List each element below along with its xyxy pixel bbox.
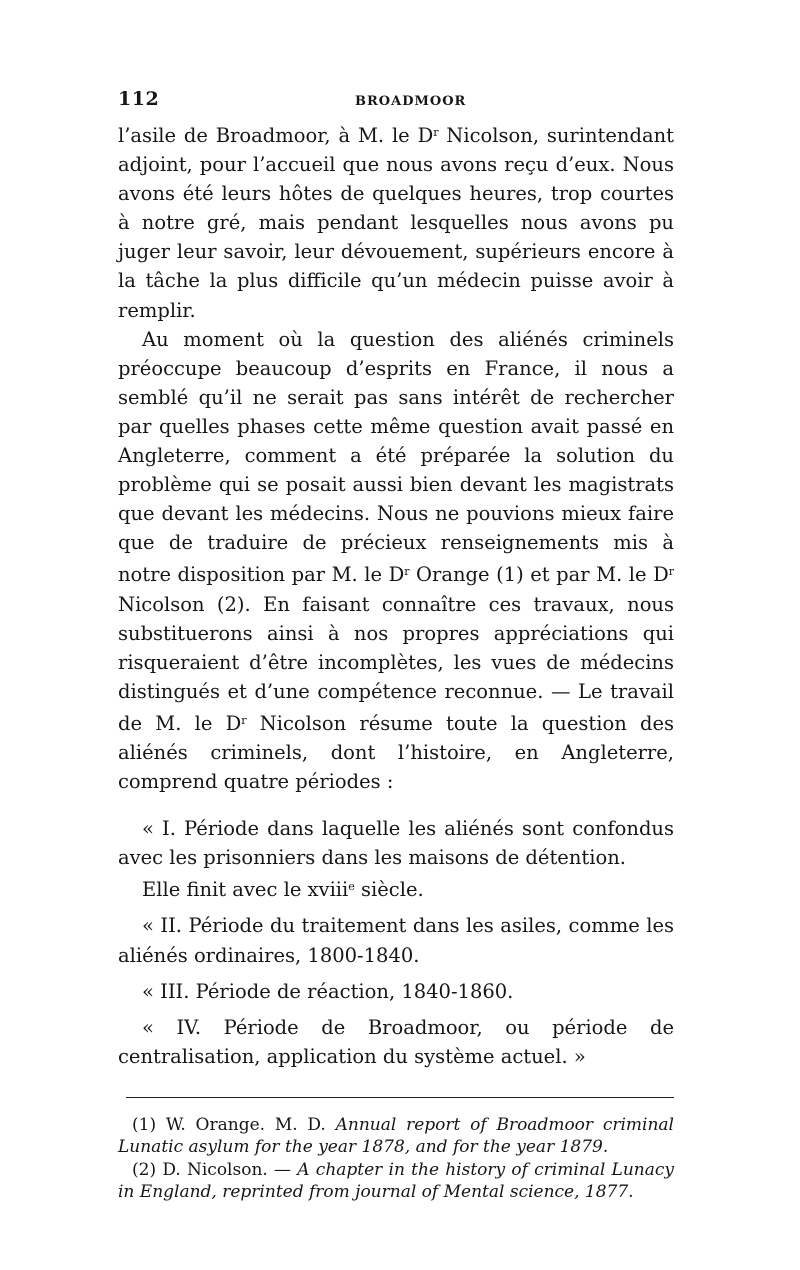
book-page bbox=[118, 88, 674, 1204]
body-text bbox=[118, 118, 674, 796]
footnote-rule bbox=[126, 1097, 674, 1098]
paragraph-1: l’asile de Broadmoor, à M. le $D^r$ Nicolson, surintendant adjoint, pour l’accueil que nous avons reçu d’eux. Nous avons été leurs hôtes de quelques heures, trop courtes à notre gré, mais pendant lesquelles nous avons pu juger leur savoir, leur dévouement, supérieurs encore à la tâche la plus difficile qu’un médecin puisse avoir à remplir. bbox=[118, 124, 674, 322]
running-head bbox=[118, 88, 674, 118]
period-4: « IV. Période de Broadmoor, ou période de centralisation, application du système actuel. » bbox=[118, 1015, 674, 1068]
period-1-end: Elle finit avec le xviii$^e$ siècle. bbox=[142, 878, 424, 902]
period-3: « III. Période de réaction, 1840-1860. bbox=[142, 979, 514, 1003]
period-2: « II. Période du traitement dans les asiles, comme les aliénés ordinaires, 1800-1840. bbox=[118, 914, 674, 967]
period-1: « I. Période dans laquelle les aliénés sont confondus avec les prisonniers dans les maisons de détention. bbox=[118, 817, 674, 870]
running-title: BROADMOOR bbox=[355, 94, 467, 109]
footnote-2: (2) D. Nicolson. — A chapter in the history of criminal Lunacy in England, reprinted from journal of Mental science, 1877. bbox=[118, 1159, 674, 1203]
footnotes bbox=[118, 1114, 674, 1204]
paragraph-2: Au moment où la question des aliénés criminels préoccupe beaucoup d’esprits en France, il nous a semblé qu’il ne serait pas sans intérêt de rechercher par quelles phases cette même question avait passé en Angleterre, comment a été préparée la solution du problème qui se posait aussi bien devant les magistrats que devant les médecins. Nous ne pouvions mieux faire que de traduire de précieux renseignements mis à notre disposition par M. le $D^r$ Orange (1) et par M. le $D^r$ Nicolson (2). En faisant connaître ces travaux, nous substituerons ainsi à nos propres appréciations qui risqueraient d’être incomplètes, les vues de médecins distingués et d’une compétence reconnue. — Le travail de M. le $D^r$ Nicolson résume toute la question des aliénés criminels, dont l’histoire, en Angleterre, comprend quatre périodes : bbox=[118, 327, 674, 794]
footnote-1: (1) W. Orange. M. D. Annual report of Broadmoor criminal Lunatic asylum for the year 1878, and for the year 1879. bbox=[118, 1114, 674, 1158]
page-number: 112 bbox=[118, 88, 160, 110]
